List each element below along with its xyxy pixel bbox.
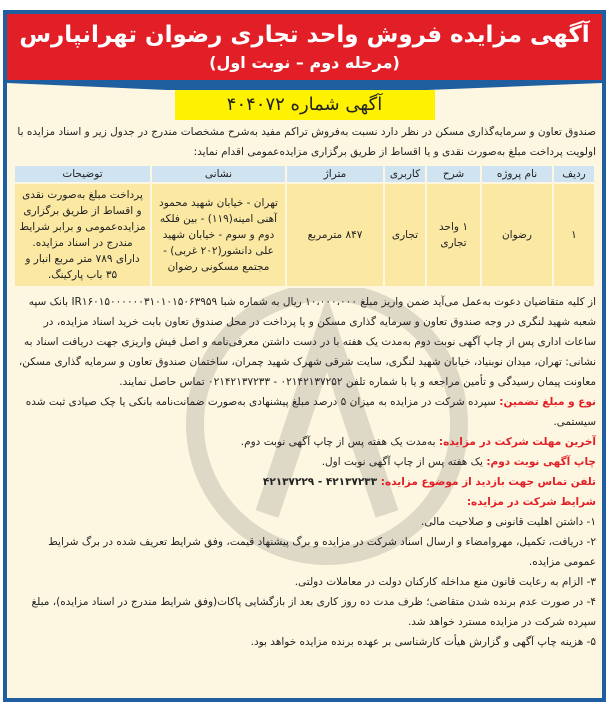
condition-item: ۲- دریافت، تکمیل، مهروامضاء و ارسال اسناد شرکت در مزایده و برگ پیشنهاد قیمت، وفق شرایط تعریف شده در برگ شرایط عمومی مزایده. <box>48 536 596 568</box>
col-header: شرح <box>426 165 481 183</box>
invite-text: از کلیه متقاضیان دعوت به‌عمل می‌آید ضمن واریز مبلغ ۱۰،۰۰۰،۰۰۰ ریال به شماره شبا IR۱۶۰۱۵۰۰۰۰۰۰۳۱۰۱۰۱۵۰۶۳۹۵۹ بانک سپه شعبه شهید لنگری در وجه صندوق تعاون و سرمایه گذاری مسکن و یا پرداخت در محل صندوق تعاون بابت خرید اسناد مزایده، در ساعات اداری پس از چاپ آگهی نوبت دوم به‌مدت یک هفته با در دست داشتن معرفی‌نامه و اصل فیش واریزی جهت دریافت اسناد به نشانی: تهران، میدان نوبنیاد، خیابان شهید لنگری، سایت شرقی شهرک شهید چمران، ساختمان صندوق تعاون و سرمایه گذاری مسکن، معاونت پیمان رسیدگی و تأمین مراجعه و یا با شماره تلفن ۰۲۱۴۲۱۳۷۲۵۲ - ۰۲۱۴۲۱۳۷۲۳۳ تماس حاصل نمایند. <box>18 296 596 388</box>
cell-notes: پرداخت مبلغ به‌صورت نقدی و اقساط از طریق برگزاری مزایده‌عمومی و برابر شرایط مندرج در اسناد مزایده. دارای ۷۸۹ متر مربع انبار و ۳۵ باب پارکینگ. <box>14 183 151 287</box>
deadline-section <box>13 432 596 452</box>
table-header-row <box>14 165 595 183</box>
col-header: ردیف <box>553 165 595 183</box>
cell-description: ۱ واحد تجاری <box>426 183 481 287</box>
condition-item: ۵- هزینه چاپ آگهی و گزارش هیأت کارشناسی بر عهده برنده مزایده خواهد بود. <box>250 636 596 648</box>
col-header: توضیحات <box>14 165 151 183</box>
intro-text: صندوق تعاون و سرمایه‌گذاری مسکن در نظر دارد نسبت به‌فروش تراکم مفید به‌شرح مشخصات مندرج در جدول زیر و اسناد مزایده با اولویت پرداخت مبلغ به‌صورت نقدی و یا اقساط از طریق برگزاری مزایده‌عمومی اقدام نماید: <box>17 126 596 158</box>
section-text: به‌مدت یک هفته پس از چاپ آگهی نوبت دوم. <box>240 436 439 448</box>
ad-subtitle: (مرحله دوم – نوبت اول) <box>209 53 400 72</box>
ad-frame <box>3 10 606 702</box>
second-print-section <box>13 452 596 472</box>
section-label: تلفن تماس جهت بازدید از موضوع مزایده: <box>380 476 596 488</box>
section-label: نوع و مبلغ تضمین: <box>499 396 596 408</box>
section-text: سپرده شرکت در مزایده به میزان ۵ درصد مبلغ پیشنهادی به‌صورت ضمانت‌نامه بانکی یا چک صیادی ثبت شده سیستمی. <box>25 396 596 428</box>
section-label: آخرین مهلت شرکت در مزایده: <box>438 436 596 448</box>
cell-row-number: ۱ <box>553 183 595 287</box>
visit-phone-section <box>13 472 596 492</box>
conditions-title: شرایط شرکت در مزایده: <box>466 496 596 508</box>
col-header: نام پروژه <box>481 165 553 183</box>
section-text: یک هفته پس از چاپ آگهی نوبت اول. <box>321 456 487 468</box>
col-header: نشانی <box>151 165 286 183</box>
cell-area: ۸۴۷ مترمربع <box>286 183 384 287</box>
decorative-band <box>7 80 602 90</box>
cell-address: تهران - خیابان شهید محمود آهنی امینه(۱۱۹) - بین فلکه دوم و سوم - خیابان شهید علی دانشور(۲۰۲ غربی) - مجتمع مسکونی رضوان <box>151 183 286 287</box>
condition-item: ۱- داشتن اهلیت قانونی و صلاحیت مالی. <box>421 516 596 528</box>
section-label: چاپ آگهی نوبت دوم: <box>486 456 596 468</box>
cell-usage: تجاری <box>384 183 426 287</box>
ad-content <box>7 120 602 658</box>
col-header: متراژ <box>286 165 384 183</box>
auction-table <box>13 164 596 288</box>
ad-body <box>7 14 602 698</box>
condition-item: ۳- الزام به رعایت قانون منع مداخله کارکنان دولت در معاملات دولتی. <box>294 576 596 588</box>
cell-project: رضوان <box>481 183 553 287</box>
header-banner <box>7 14 602 80</box>
condition-item: ۴- در صورت عدم برنده شدن متقاضی؛ ظرف مدت ده روز کاری بعد از بازگشایی پاکات(وفق شرایط مندرج در اسناد مزایده)، مبلغ سپرده شرکت در مزایده مسترد خواهد شد. <box>31 596 596 628</box>
col-header: کاربری <box>384 165 426 183</box>
ad-number: آگهی شماره ۴۰۴۰۷۲ <box>175 90 435 120</box>
table-row <box>14 183 595 287</box>
ad-title: آگهی مزایده فروش واحد تجاری رضوان تهرانپارس <box>19 22 590 48</box>
section-text: ۴۲۱۳۷۲۳۳ - ۴۲۱۳۷۲۲۹ <box>262 476 381 488</box>
guarantee-section <box>13 392 596 432</box>
